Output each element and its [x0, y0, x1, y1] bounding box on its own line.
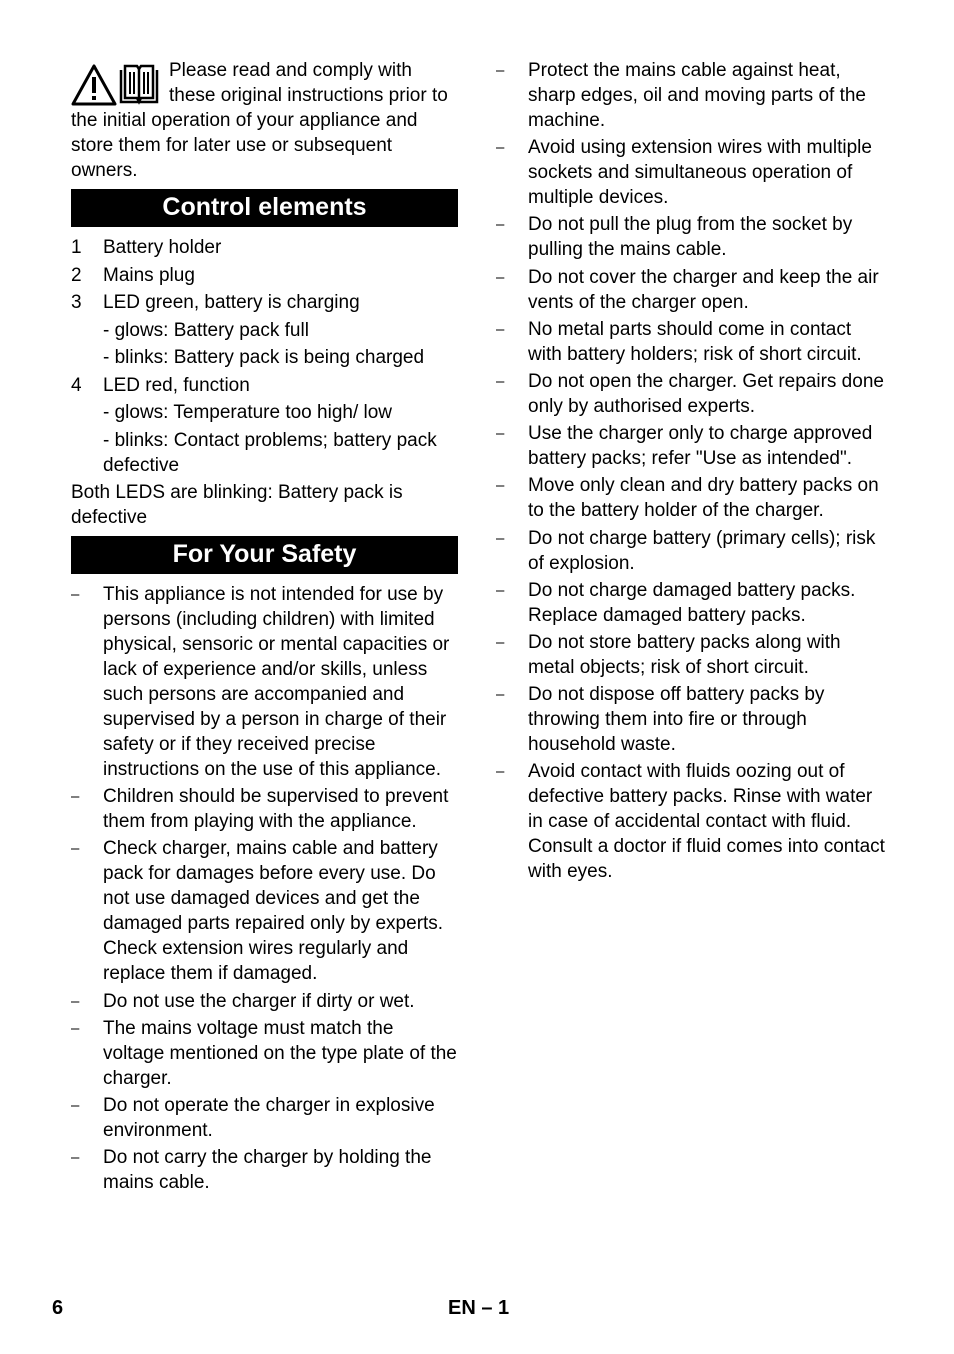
list-item: – Do not charge battery (primary cells); risk of explosion.: [496, 527, 876, 574]
list-item: – Do not cover the charger and keep the air vents of the charger open.: [496, 266, 879, 313]
page-number: 6: [52, 1297, 64, 1319]
control-item: 3 LED green, battery is charging: [71, 292, 360, 313]
control-item: 4 LED red, function: [71, 374, 250, 396]
page-code: EN – 1: [448, 1297, 510, 1319]
list-item: – Do not charge damaged battery packs. Replace damaged battery packs.: [496, 579, 856, 626]
list-item: – This appliance is not intended for use by persons (including children) with limited physical, sensoric or mental capacities or lack of experience and/or skills, unless such persons are accompanied and supervised by a person in charge of their safety or if they received precise instructions on the use of this appliance.: [71, 584, 450, 780]
list-item: – Protect the mains cable against heat, sharp edges, oil and moving parts of the machine.: [496, 60, 866, 131]
list-item: – Do not dispose off battery packs by throwing them into fire or through household waste.: [496, 684, 825, 756]
list-item: – Do not operate the charger in explosive environment.: [71, 1094, 435, 1141]
control-subitem: - glows: Battery pack full: [103, 319, 309, 341]
left-column: [71, 58, 458, 1197]
warning-manual-icon: [71, 60, 163, 108]
list-item: – No metal parts should come in contact with battery holders; risk of short circuit.: [496, 318, 862, 365]
list-item: – Avoid using extension wires with multiple sockets and simultaneous operation of multiple devices.: [496, 137, 872, 209]
list-item: – Do not pull the plug from the socket by pulling the mains cable.: [496, 214, 853, 261]
list-item: – Do not open the charger. Get repairs done only by authorised experts.: [496, 370, 884, 417]
list-item: – Children should be supervised to prevent them from playing with the appliance.: [71, 786, 449, 833]
safety-heading: For Your Safety: [71, 536, 458, 574]
right-column: [496, 58, 886, 886]
control-subitem: - blinks: Contact problems; battery pack defective: [103, 429, 437, 476]
list-item: – Do not use the charger if dirty or wet.: [71, 990, 415, 1012]
list-item: – Do not store battery packs along with metal objects; risk of short circuit.: [496, 631, 841, 678]
intro: [71, 58, 458, 183]
list-item: – Do not carry the charger by holding the mains cable.: [71, 1147, 432, 1194]
control-item: 1 Battery holder: [71, 237, 222, 258]
safety-list-left: [71, 582, 458, 1195]
list-item: – The mains voltage must match the voltage mentioned on the type plate of the charger.: [71, 1017, 457, 1089]
intro-text: Please read and comply with these original instructions prior to the initial operation of your appliance and store them for later use or subsequent owners.: [71, 60, 448, 181]
list-item: – Avoid contact with fluids oozing out of defective battery packs. Rinse with water in case of accidental contact with fluid. Consult a doctor if fluid comes into contact with eyes.: [496, 761, 885, 883]
list-item: – Use the charger only to charge approved battery packs; refer "Use as intended".: [496, 423, 873, 470]
list-item: – Move only clean and dry battery packs on to the battery holder of the charger.: [496, 475, 879, 522]
control-note: Both LEDS are blinking: Battery pack is defective: [71, 482, 403, 528]
control-item: 2 Mains plug: [71, 264, 195, 286]
list-item: – Check charger, mains cable and battery pack for damages before every use. Do not use damaged devices and get the damaged parts repaired only by experts. Check extension wires regularly and replace them if damaged.: [71, 838, 444, 985]
control-subitem: - blinks: Battery pack is being charged: [103, 347, 425, 368]
control-elements-heading: Control elements: [71, 189, 458, 227]
control-subitem: - glows: Temperature too high/ low: [103, 402, 393, 423]
